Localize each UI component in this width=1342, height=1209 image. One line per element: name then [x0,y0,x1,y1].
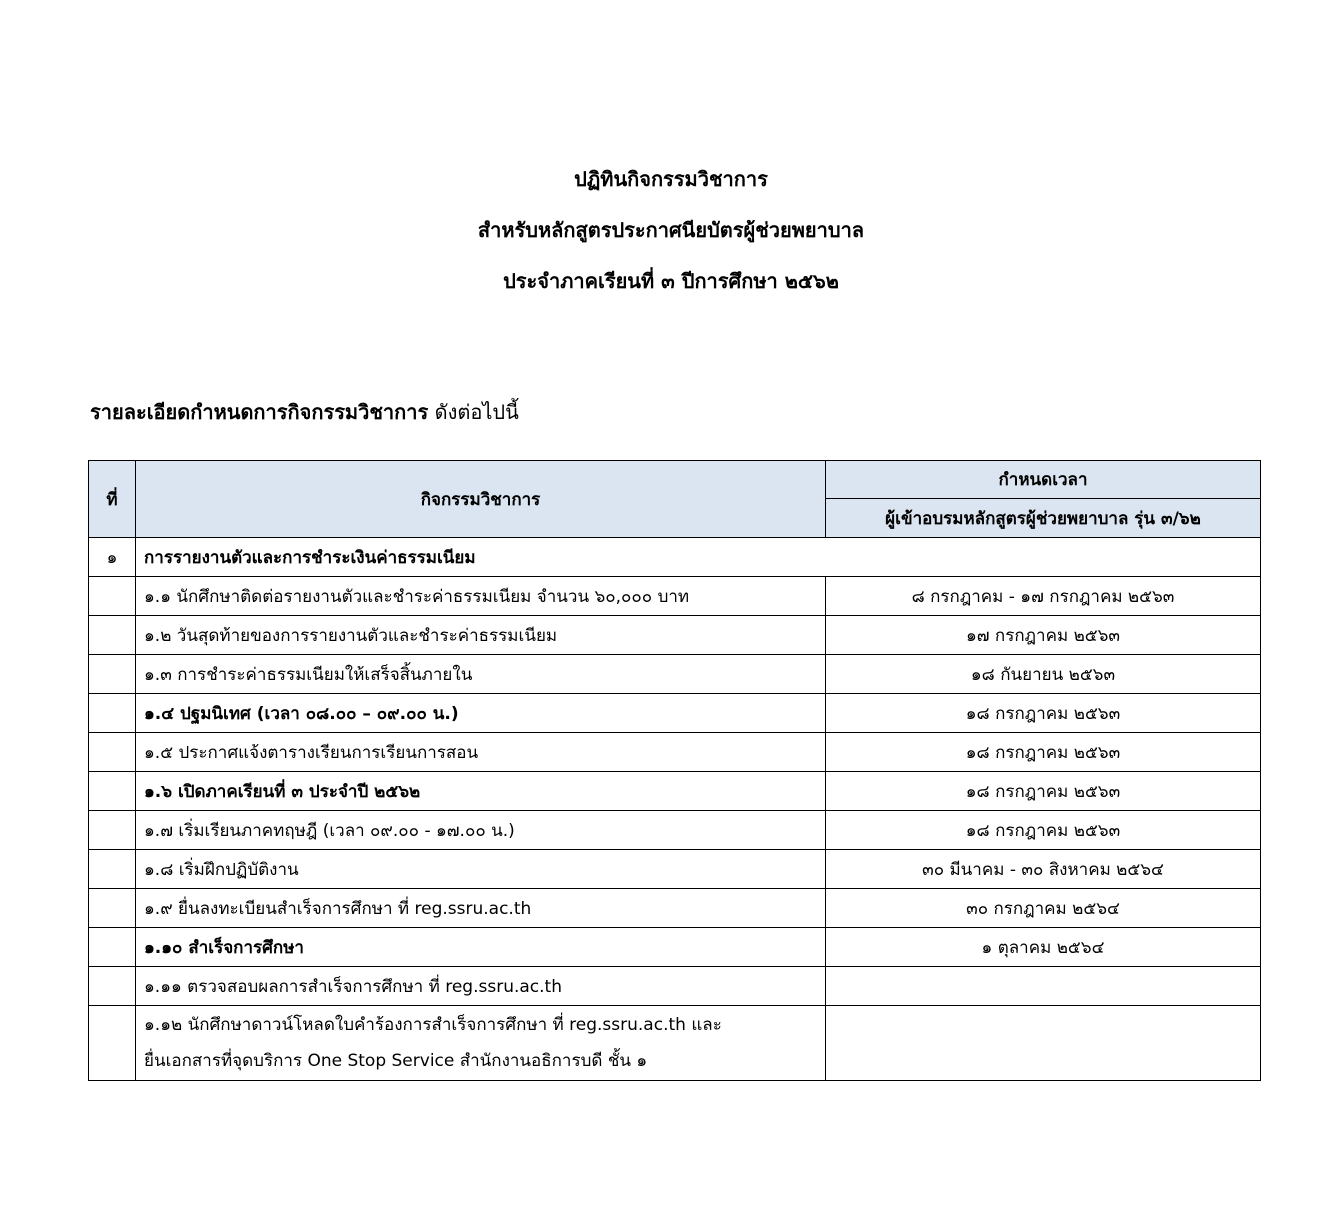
row-time: ๑๘ กรกฎาคม ๒๕๖๓ [826,772,1261,811]
row-time: ๑๗ กรกฎาคม ๒๕๖๓ [826,616,1261,655]
table-row [89,772,1261,811]
row-time: ๑๘ กรกฎาคม ๒๕๖๓ [826,694,1261,733]
row-activity-line1: ๑.๑๒ นักศึกษาดาวน์โหลดใบคำร้องการสำเร็จการศึกษา ที่ reg.ssru.ac.th และ [144,1015,722,1035]
page-title: ปฏิทินกิจกรรมวิชาการ [574,167,768,191]
row-no-cell [89,616,136,655]
row-time [826,967,1261,1006]
row-activity: ๑.๘ เริ่มฝึกปฏิบัติงาน [136,850,826,889]
row-activity: ๑.๙ ยื่นลงทะเบียนสำเร็จการศึกษา ที่ reg.ssru.ac.th [136,889,826,928]
row-time: ๓๐ กรกฎาคม ๒๕๖๔ [826,889,1261,928]
table-row [89,850,1261,889]
header-activity: กิจกรรมวิชาการ [136,461,826,538]
table-header-row [89,461,1261,499]
page-subtitle-program: สำหรับหลักสูตรประกาศนียบัตรผู้ช่วยพยาบาล [477,218,865,242]
row-time [826,1006,1261,1081]
row-activity: ๑.๑ นักศึกษาติดต่อรายงานตัวและชำระค่าธรรมเนียม จำนวน ๖๐,๐๐๐ บาท [136,577,826,616]
row-activity: ๑.๔ ปฐมนิเทศ (เวลา ๐๘.๐๐ – ๐๙.๐๐ น.) [136,694,826,733]
row-activity: ๑.๕ ประกาศแจ้งตารางเรียนการเรียนการสอน [136,733,826,772]
table-row [89,577,1261,616]
row-activity-line2: ยื่นเอกสารที่จุดบริการ One Stop Service สำนักงานอธิการบดี ชั้น ๑ [144,1051,648,1071]
table-row [89,811,1261,850]
row-activity: ๑.๖ เปิดภาคเรียนที่ ๓ ประจำปี ๒๕๖๒ [136,772,826,811]
schedule-table [88,460,1261,1081]
row-no-cell [89,694,136,733]
row-time: ๑ ตุลาคม ๒๕๖๔ [826,928,1261,967]
row-time: ๓๐ มีนาคม - ๓๐ สิงหาคม ๒๕๖๔ [826,850,1261,889]
row-no-cell [89,1006,136,1081]
header-schedule: กำหนดเวลา [826,461,1261,499]
row-no-cell [89,811,136,850]
row-no-cell [89,577,136,616]
row-time: ๑๘ กันยายน ๒๕๖๓ [826,655,1261,694]
row-no-cell [89,889,136,928]
table-row [89,928,1261,967]
row-activity: ๑.๑๐ สำเร็จการศึกษา [136,928,826,967]
section-title: การรายงานตัวและการชำระเงินค่าธรรมเนียม [136,538,1261,577]
title-block [0,165,1342,318]
header-no: ที่ [89,461,136,538]
table-row [89,616,1261,655]
intro-normal: ดังต่อไปนี้ [428,400,519,424]
header-schedule-sub: ผู้เข้าอบรมหลักสูตรผู้ช่วยพยาบาล รุ่น ๓/๖๒ [826,499,1261,538]
table-row [89,967,1261,1006]
section-no: ๑ [89,538,136,577]
table-row [89,889,1261,928]
row-activity: ๑.๗ เริ่มเรียนภาคทฤษฎี (เวลา ๐๙.๐๐ - ๑๗.๐๐ น.) [136,811,826,850]
row-no-cell [89,655,136,694]
page-subtitle-term: ประจำภาคเรียนที่ ๓ ปีการศึกษา ๒๕๖๒ [503,269,839,293]
row-activity: ๑.๒ วันสุดท้ายของการรายงานตัวและชำระค่าธรรมเนียม [136,616,826,655]
row-time: ๘ กรกฎาคม - ๑๗ กรกฎาคม ๒๕๖๓ [826,577,1261,616]
row-activity [136,1006,826,1081]
row-no-cell [89,733,136,772]
row-no-cell [89,772,136,811]
table-row [89,1006,1261,1081]
table-row [89,655,1261,694]
row-activity: ๑.๓ การชำระค่าธรรมเนียมให้เสร็จสิ้นภายใน [136,655,826,694]
row-time: ๑๘ กรกฎาคม ๒๕๖๓ [826,811,1261,850]
intro-text [90,398,519,426]
table-row [89,733,1261,772]
intro-bold: รายละเอียดกำหนดการกิจกรรมวิชาการ [90,400,429,424]
row-activity: ๑.๑๑ ตรวจสอบผลการสำเร็จการศึกษา ที่ reg.ssru.ac.th [136,967,826,1006]
row-no-cell [89,967,136,1006]
section-row [89,538,1261,577]
row-time: ๑๘ กรกฎาคม ๒๕๖๓ [826,733,1261,772]
table-row [89,694,1261,733]
row-no-cell [89,850,136,889]
row-no-cell [89,928,136,967]
